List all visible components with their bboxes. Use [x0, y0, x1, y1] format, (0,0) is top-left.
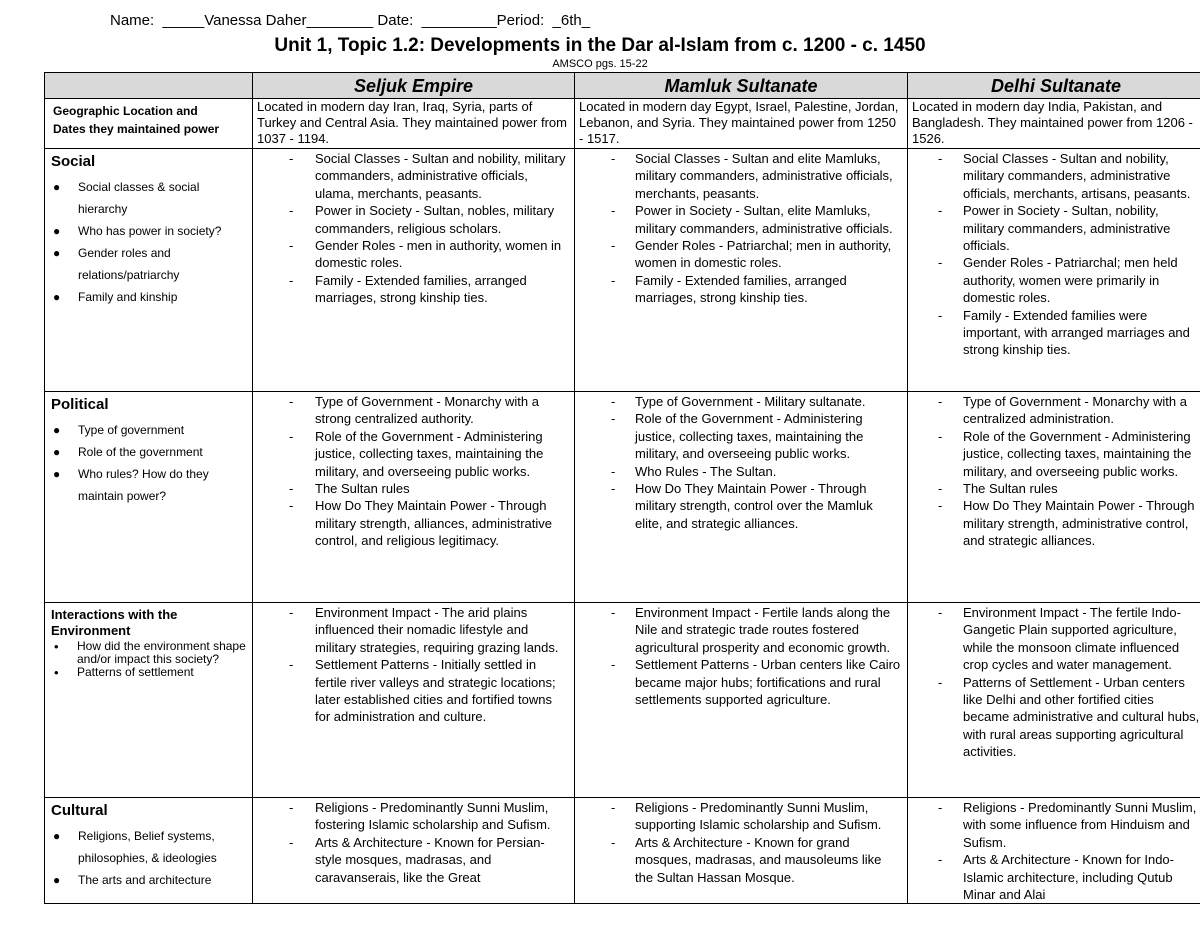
- prompt-item: • Patterns of settlement: [51, 666, 246, 679]
- answer-item: - How Do They Maintain Power - Through military strength, administrative control, and strategic alliances.: [908, 497, 1200, 549]
- cultural-cell-seljuk: [253, 798, 575, 904]
- cultural-row: [45, 798, 1200, 904]
- location-cell-delhi: Located in modern day India, Pakistan, and Bangladesh. They maintained power from 1206 - 1526.: [908, 99, 1200, 149]
- social-cell-mamluk: [575, 149, 908, 392]
- prompt-item: ● Type of government: [51, 419, 246, 441]
- political-category: [45, 392, 253, 603]
- prompt-item: ● Role of the government: [51, 441, 246, 463]
- answer-item: - Role of the Government - Administering justice, collecting taxes, maintaining the military, and overseeing public works.: [253, 428, 570, 480]
- category-title: Interactions with the Environment: [51, 607, 178, 638]
- answer-item: - Arts & Architecture - Known for Indo-Islamic architecture, including Qutub Minar and Alai: [908, 851, 1200, 903]
- answer-item: - Role of the Government - Administering justice, collecting taxes, maintaining the military, and overseeing public works.: [908, 428, 1200, 480]
- location-cell-mamluk: Located in modern day Egypt, Israel, Palestine, Jordan, Lebanon, and Syria. They maintained power from 1250 - 1517.: [575, 99, 908, 149]
- answer-item: - Religions - Predominantly Sunni Muslim, fostering Islamic scholarship and Sufism.: [253, 799, 570, 834]
- answer-item: - Environment Impact - The fertile Indo-Gangetic Plain supported agriculture, while the monsoon climate influenced crop cycles and water management.: [908, 604, 1200, 674]
- answer-item: - Who Rules - The Sultan.: [575, 463, 903, 480]
- answer-item: - Environment Impact - The arid plains influenced their nomadic lifestyle and military strategies, requiring grazing lands.: [253, 604, 570, 656]
- answer-item: - Power in Society - Sultan, nobility, military commanders, administrative officials.: [908, 202, 1200, 254]
- answer-item: - How Do They Maintain Power - Through military strength, control over the Mamluk elite, and strategic alliances.: [575, 480, 903, 532]
- social-cell-delhi: [908, 149, 1200, 392]
- prompt-item: ● Who rules? How do they maintain power?: [51, 463, 246, 507]
- answer-item: - Settlement Patterns - Urban centers like Cairo became major hubs; fortifications and rural settlements supported agriculture.: [575, 656, 903, 708]
- student-name-line: Name: _____Vanessa Daher________ Date: _________Period: _6th_: [110, 12, 591, 29]
- cultural-cell-delhi: [908, 798, 1200, 904]
- social-cell-seljuk: [253, 149, 575, 392]
- political-cell-seljuk: [253, 392, 575, 603]
- page-title: Unit 1, Topic 1.2: Developments in the Dar al-Islam from c. 1200 - c. 1450: [274, 35, 926, 56]
- answer-item: - Arts & Architecture - Known for Persian-style mosques, madrasas, and caravanserais, like the Great: [253, 834, 570, 886]
- column-header-mamluk: Mamluk Sultanate: [575, 73, 908, 99]
- social-category: [45, 149, 253, 392]
- cultural-cell-mamluk: [575, 798, 908, 904]
- environment-cell-delhi: [908, 603, 1200, 798]
- environment-category: [45, 603, 253, 798]
- answer-item: - The Sultan rules: [253, 480, 570, 497]
- category-title: Cultural: [51, 802, 108, 819]
- answer-item: - Type of Government - Monarchy with a strong centralized authority.: [253, 393, 570, 428]
- answer-item: - How Do They Maintain Power - Through military strength, alliances, administrative control, and religious legitimacy.: [253, 497, 570, 549]
- location-row: [45, 99, 1200, 149]
- location-label: Geographic Location and Dates they maintained power: [45, 99, 253, 149]
- column-header-delhi: Delhi Sultanate: [908, 73, 1200, 99]
- comparison-table: [44, 72, 1200, 904]
- category-title: Social: [51, 153, 96, 170]
- cultural-category: [45, 798, 253, 904]
- corner-header-cell: [45, 73, 253, 99]
- answer-item: - Family - Extended families were important, with arranged marriages and strong kinship ties.: [908, 307, 1200, 359]
- prompt-item: ● Who has power in society?: [51, 220, 246, 242]
- answer-item: - Settlement Patterns - Initially settled in fertile river valleys and strategic locations; later established cities and fortified towns for administration and culture.: [253, 656, 570, 726]
- prompt-item: ● Social classes & social hierarchy: [51, 176, 246, 220]
- source-reference: AMSCO pgs. 15-22: [552, 58, 648, 70]
- political-row: [45, 392, 1200, 603]
- answer-item: - Arts & Architecture - Known for grand mosques, madrasas, and mausoleums like the Sultan Hassan Mosque.: [575, 834, 903, 886]
- answer-item: - Gender Roles - Patriarchal; men in authority, women in domestic roles.: [575, 237, 903, 272]
- answer-item: - Social Classes - Sultan and nobility, military commanders, administrative officials, ulama, merchants, peasants.: [253, 150, 570, 202]
- answer-item: - Power in Society - Sultan, nobles, military commanders, religious scholars.: [253, 202, 570, 237]
- answer-item: - Patterns of Settlement - Urban centers like Delhi and other fortified cities became administrative and cultural hubs, with rural areas supporting agricultural activities.: [908, 674, 1200, 761]
- prompt-item: ● Gender roles and relations/patriarchy: [51, 242, 246, 286]
- answer-item: - Religions - Predominantly Sunni Muslim, supporting Islamic scholarship and Sufism.: [575, 799, 903, 834]
- social-row: [45, 149, 1200, 392]
- answer-item: - Family - Extended families, arranged marriages, strong kinship ties.: [575, 272, 903, 307]
- answer-item: - Type of Government - Military sultanate.: [575, 393, 903, 410]
- answer-item: - Power in Society - Sultan, elite Mamluks, military commanders, administrative officials.: [575, 202, 903, 237]
- prompt-item: ● The arts and architecture: [51, 869, 246, 891]
- location-cell-seljuk: Located in modern day Iran, Iraq, Syria, parts of Turkey and Central Asia. They maintained power from 1037 - 1194.: [253, 99, 575, 149]
- environment-row: [45, 603, 1200, 798]
- answer-item: - Social Classes - Sultan and nobility, military commanders, administrative officials, merchants, artisans, peasants.: [908, 150, 1200, 202]
- answer-item: - The Sultan rules: [908, 480, 1200, 497]
- answer-item: - Family - Extended families, arranged marriages, strong kinship ties.: [253, 272, 570, 307]
- answer-item: - Social Classes - Sultan and elite Mamluks, military commanders, administrative officials, merchants, peasants.: [575, 150, 903, 202]
- column-header-seljuk: Seljuk Empire: [253, 73, 575, 99]
- answer-item: - Gender Roles - Patriarchal; men held authority, women were primarily in domestic roles.: [908, 254, 1200, 306]
- political-cell-mamluk: [575, 392, 908, 603]
- category-title: Political: [51, 396, 109, 413]
- prompt-item: • How did the environment shape and/or impact this society?: [51, 640, 246, 666]
- prompt-item: ● Religions, Belief systems, philosophies, & ideologies: [51, 825, 246, 869]
- environment-cell-seljuk: [253, 603, 575, 798]
- answer-item: - Role of the Government - Administering justice, collecting taxes, maintaining the military, and overseeing public works.: [575, 410, 903, 462]
- answer-item: - Type of Government - Monarchy with a centralized administration.: [908, 393, 1200, 428]
- environment-cell-mamluk: [575, 603, 908, 798]
- answer-item: - Religions - Predominantly Sunni Muslim, with some influence from Hinduism and Sufism.: [908, 799, 1200, 851]
- answer-item: - Gender Roles - men in authority, women in domestic roles.: [253, 237, 570, 272]
- political-cell-delhi: [908, 392, 1200, 603]
- answer-item: - Environment Impact - Fertile lands along the Nile and strategic trade routes fostered agricultural prosperity and economic growth.: [575, 604, 903, 656]
- prompt-item: ● Family and kinship: [51, 286, 246, 308]
